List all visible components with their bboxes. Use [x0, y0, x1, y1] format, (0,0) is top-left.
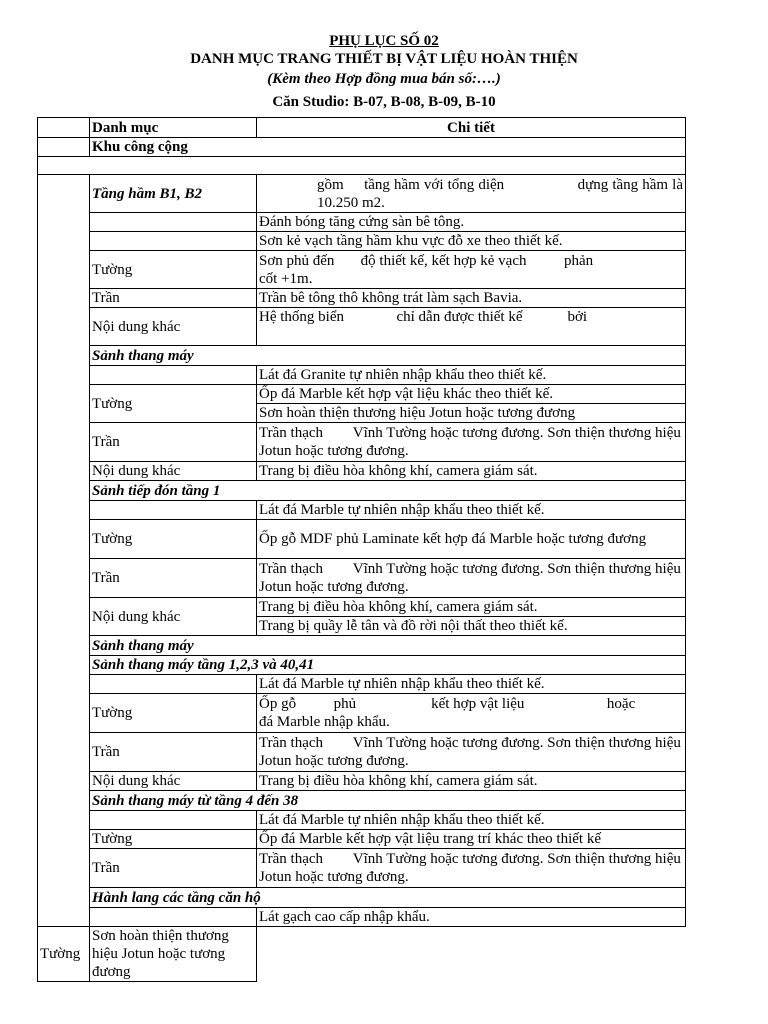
detail-cell: Trang bị điều hòa không khí, camera giám sát. [257, 462, 686, 481]
table-row [38, 385, 686, 404]
category-label: Nội dung khác [90, 462, 257, 481]
detail-cell: Đánh bóng tăng cứng sàn bê tông. [257, 213, 686, 232]
category-label: Tường [90, 830, 257, 849]
category-label: Nội dung khác [90, 598, 257, 636]
table-row [38, 656, 686, 675]
detail-cell: Trần thạch Vĩnh Tường hoặc tương đương. Sơn thiện thương hiệu Jotun hoặc tương đương. [257, 423, 686, 462]
table-row [38, 423, 686, 462]
detail-cell: Lát đá Marble tự nhiên nhập khẩu theo thiết kế. [257, 675, 686, 694]
detail-cell: Trần thạch Vĩnh Tường hoặc tương đương. Sơn thiện thương hiệu Jotun hoặc tương đương. [257, 849, 686, 888]
table-row [38, 849, 686, 888]
detail-cell: Trần bê tông thô không trát làm sạch Bavia. [257, 289, 686, 308]
table-row [38, 733, 686, 772]
detail-line: Ốp gỗ phủ kết hợp vật liệu hoặc [259, 696, 636, 712]
table-row [38, 346, 686, 366]
table-row [38, 232, 686, 251]
detail-cell: Sơn hoàn thiện thương hiệu Jotun hoặc tương đương [257, 404, 686, 423]
materials-table [37, 117, 686, 982]
category-label: Trần [90, 559, 257, 598]
section-corridor: Hành lang các tầng căn hộ [90, 888, 686, 908]
detail-cell: gồm tầng hầm với tổng diện dựng tầng hầm là 10.250 m2. [257, 175, 686, 213]
category-label: Tường [90, 520, 257, 559]
detail-cell: Trang bị quầy lễ tân và đồ rời nội thất theo thiết kế. [257, 617, 686, 636]
table-row [38, 213, 686, 232]
table-row [38, 308, 686, 346]
detail-cell: Trang bị điều hòa không khí, camera giám sát. [257, 598, 686, 617]
detail-cell [257, 694, 686, 733]
table-row [38, 675, 686, 694]
contract-reference: (Kèm theo Hợp đồng mua bán số:….) [267, 71, 501, 87]
category-label: Trần [90, 423, 257, 462]
category-label: Trần [90, 289, 257, 308]
table-row [38, 462, 686, 481]
category-label: Tường [90, 251, 257, 289]
apartment-units: Căn Studio: B-07, B-08, B-09, B-10 [272, 94, 496, 110]
detail-cell: Lát đá Marble tự nhiên nhập khẩu theo thiết kế. [257, 501, 686, 520]
detail-cell: Ốp gỗ MDF phủ Laminate kết hợp đá Marble hoặc tương đương [257, 520, 686, 559]
detail-cell: Ốp đá Marble kết hợp vật liệu trang trí khác theo thiết kế [257, 830, 686, 849]
detail-cell: Trang bị điều hòa không khí, camera giám sát. [257, 772, 686, 791]
detail-cell: Hệ thống biển chỉ dẫn được thiết kế bởi [257, 308, 686, 346]
section-floors-4-38: Sảnh thang máy từ tầng 4 đến 38 [90, 791, 686, 811]
table-header-row [38, 118, 686, 138]
table-row [38, 501, 686, 520]
detail-cell: Trần thạch Vĩnh Tường hoặc tương đương. Sơn thiện thương hiệu Jotun hoặc tương đương. [257, 733, 686, 772]
column-header-detail: Chi tiết [257, 118, 686, 138]
detail-line: đá Marble nhập khẩu. [259, 714, 390, 730]
detail-cell: Lát đá Marble tự nhiên nhập khẩu theo thiết kế. [257, 811, 686, 830]
table-row [38, 811, 686, 830]
detail-cell: Ốp đá Marble kết hợp vật liệu khác theo thiết kế. [257, 385, 686, 404]
table-row [38, 598, 686, 617]
table-row [38, 559, 686, 598]
column-header-category: Danh mục [90, 118, 257, 138]
section-basement: Tầng hầm B1, B2 [90, 175, 257, 213]
table-row [38, 888, 686, 908]
table-row [38, 175, 686, 213]
category-label: Trần [90, 733, 257, 772]
category-label: Nội dung khác [90, 308, 257, 346]
section-floors-1-41: Sảnh thang máy tầng 1,2,3 và 40,41 [90, 656, 686, 675]
category-label: Tường [38, 927, 90, 982]
detail-line: cốt +1m. [259, 270, 313, 287]
table-row [38, 927, 686, 982]
detail-line: Sơn phủ đến độ thiết kế, kết hợp kẻ vạch phản [259, 252, 594, 269]
table-row [38, 289, 686, 308]
detail-cell: Sơn hoàn thiện thương hiệu Jotun hoặc tương đương [90, 927, 257, 982]
section-public-area: Khu công cộng [90, 138, 686, 157]
detail-cell: Sơn kẻ vạch tầng hầm khu vực đỗ xe theo thiết kế. [257, 232, 686, 251]
table-row [38, 791, 686, 811]
table-row [38, 481, 686, 501]
section-reception: Sảnh tiếp đón tầng 1 [90, 481, 686, 501]
table-row [38, 694, 686, 733]
table-row [38, 251, 686, 289]
category-label: Tường [90, 385, 257, 423]
detail-cell [257, 251, 686, 289]
detail-cell: Trần thạch Vĩnh Tường hoặc tương đương. Sơn thiện thương hiệu Jotun hoặc tương đương. [257, 559, 686, 598]
category-label: Nội dung khác [90, 772, 257, 791]
table-row [38, 772, 686, 791]
detail-cell: Lát gạch cao cấp nhập khẩu. [257, 908, 686, 927]
table-row [38, 520, 686, 559]
table-row [38, 366, 686, 385]
table-row [38, 138, 686, 157]
section-elevator-lobby-2: Sảnh thang máy [90, 636, 686, 656]
appendix-number: PHỤ LỤC SỐ 02 [329, 33, 439, 49]
detail-cell: Lát đá Granite tự nhiên nhập khẩu theo thiết kế. [257, 366, 686, 385]
table-row [38, 830, 686, 849]
category-label: Tường [90, 694, 257, 733]
table-row [38, 636, 686, 656]
document-title: DANH MỤC TRANG THIẾT BỊ VẬT LIỆU HOÀN THIỆN [190, 51, 578, 67]
section-elevator-lobby: Sảnh thang máy [90, 346, 686, 366]
category-label: Trần [90, 849, 257, 888]
table-row [38, 908, 686, 927]
table-row [38, 157, 686, 175]
